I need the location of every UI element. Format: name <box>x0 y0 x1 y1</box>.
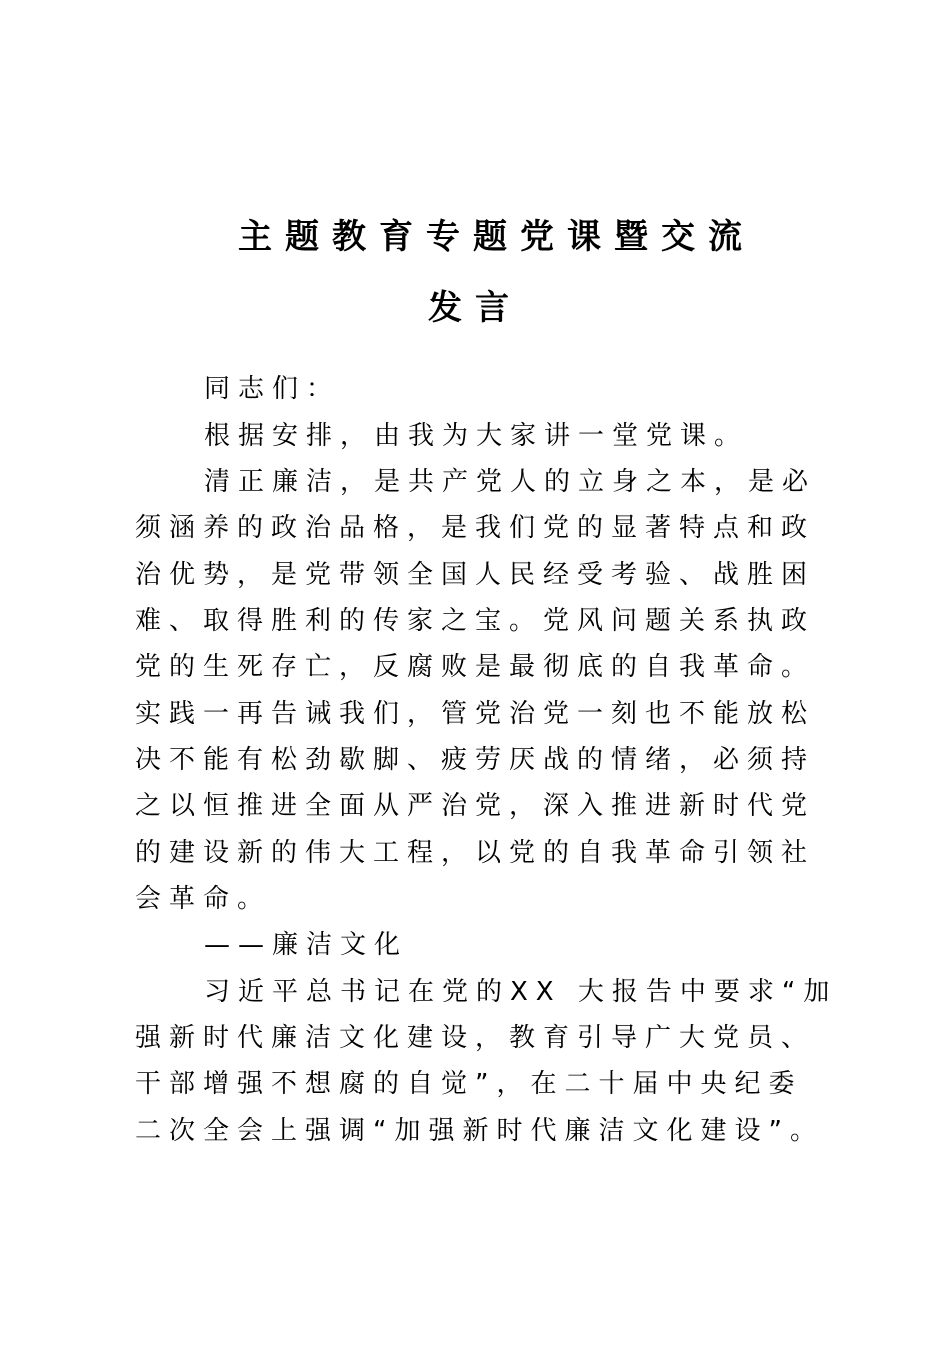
paragraph-line: 治优势，是党带领全国人民经受考验、战胜困 <box>135 560 816 590</box>
paragraph-line: 习近平总书记在党的XX 大报告中要求“加 <box>204 977 838 1007</box>
paragraph-line: 会革命。 <box>135 884 272 914</box>
paragraph-line: 强新时代廉洁文化建设，教育引导广大党员、 <box>135 1023 816 1053</box>
paragraph-line: 决不能有松劲歇脚、疲劳厌战的情绪，必须持 <box>135 745 816 775</box>
salutation: 同志们： <box>204 374 341 404</box>
paragraph-line: 清正廉洁，是共产党人的立身之本，是必 <box>204 467 817 497</box>
paragraph-line: 党的生死存亡，反腐败是最彻底的自我革命。 <box>135 652 816 682</box>
paragraph-line: 干部增强不想腐的自觉”，在二十届中央纪委 <box>135 1069 803 1099</box>
paragraph-line: 实践一再告诫我们，管党治党一刻也不能放松 <box>135 699 816 729</box>
document-title-line-2: 发言 <box>428 288 522 328</box>
paragraph-line: 须涵养的政治品格，是我们党的显著特点和政 <box>135 513 816 543</box>
paragraph-line: 的建设新的伟大工程，以党的自我革命引领社 <box>135 838 816 868</box>
paragraph-line: 之以恒推进全面从严治党，深入推进新时代党 <box>135 791 816 821</box>
section-heading: ——廉洁文化 <box>204 930 409 960</box>
document-title-line-1: 主题教育专题党课暨交流 <box>238 217 755 257</box>
paragraph-line: 二次全会上强调“加强新时代廉洁文化建设”。 <box>135 1116 824 1146</box>
paragraph-line: 难、取得胜利的传家之宝。党风问题关系执政 <box>135 606 816 636</box>
paragraph-intro: 根据安排，由我为大家讲一堂党课。 <box>204 421 749 451</box>
